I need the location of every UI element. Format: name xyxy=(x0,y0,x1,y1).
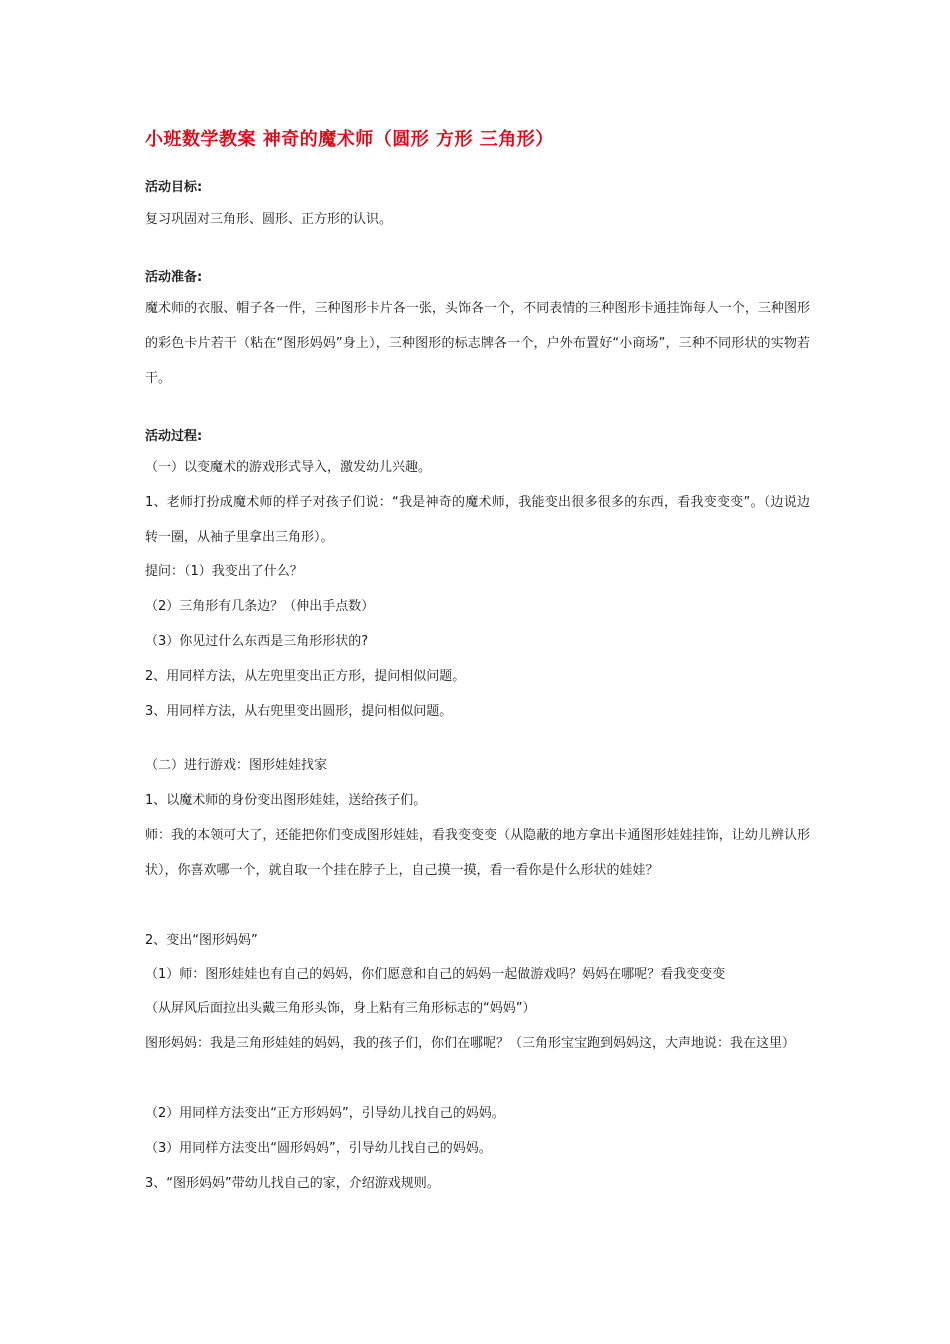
process-line-12: （1）师：图形娃娃也有自己的妈妈，你们愿意和自己的妈妈一起做游戏吗？妈妈在哪呢？看我变变变 xyxy=(145,967,726,982)
goal-heading: 活动目标: xyxy=(145,180,203,195)
process-line-2: 1、老师打扮成魔术师的样子对孩子们说：“我是神奇的魔术师，我能变出很多很多的东西，看我变变变”。（边说边转一圈，从袖子里拿出三角形）。 xyxy=(145,495,810,545)
process-line-5: （3）你见过什么东西是三角形形状的? xyxy=(145,634,369,649)
prep-heading: 活动准备: xyxy=(145,270,203,285)
document-title: 小班数学教案 神奇的魔术师（圆形 方形 三角形） xyxy=(145,129,554,150)
goal-text: 复习巩固对三角形、圆形、正方形的认识。 xyxy=(145,212,393,227)
process-line-6: 2、用同样方法，从左兜里变出正方形，提问相似问题。 xyxy=(145,669,466,684)
process-line-15: （2）用同样方法变出“正方形妈妈”，引导幼儿找自己的妈妈。 xyxy=(145,1106,505,1121)
process-line-13: （从屏风后面拉出头戴三角形头饰，身上粘有三角形标志的“妈妈”） xyxy=(145,1001,536,1016)
process-line-11: 2、变出“图形妈妈” xyxy=(145,933,258,948)
prep-text: 魔术师的衣服、帽子各一件，三种图形卡片各一张，头饰各一个，不同表情的三种图形卡通挂饰每人一个，三种图形的彩色卡片若干（粘在“图形妈妈”身上），三种图形的标志牌各一个，户外布置好“小商场”，三种不同形状的实物若干。 xyxy=(145,301,810,386)
process-line-1: （一）以变魔术的游戏形式导入，激发幼儿兴趣。 xyxy=(145,460,432,475)
process-heading: 活动过程: xyxy=(145,429,203,444)
process-line-3: 提问：（1）我变出了什么？ xyxy=(145,564,303,579)
process-line-14: 图形妈妈：我是三角形娃娃的妈妈，我的孩子们，你们在哪呢？（三角形宝宝跑到妈妈这，大声地说：我在这里） xyxy=(145,1036,796,1051)
process-line-10: 师：我的本领可大了，还能把你们变成图形娃娃，看我变变变（从隐蔽的地方拿出卡通图形娃娃挂饰，让幼儿辨认形状），你喜欢哪一个，就自取一个挂在脖子上，自己摸一摸，看一看你是什么形状的娃娃？ xyxy=(145,828,810,878)
process-line-17: 3、“图形妈妈”带幼儿找自己的家，介绍游戏规则。 xyxy=(145,1176,440,1191)
process-line-9: 1、以魔术师的身份变出图形娃娃，送给孩子们。 xyxy=(145,793,427,808)
process-line-16: （3）用同样方法变出“圆形妈妈”，引导幼儿找自己的妈妈。 xyxy=(145,1141,492,1156)
process-line-7: 3、用同样方法，从右兜里变出圆形，提问相似问题。 xyxy=(145,704,453,719)
process-line-8: （二）进行游戏：图形娃娃找家 xyxy=(145,758,328,773)
process-line-4: （2）三角形有几条边？（伸出手点数） xyxy=(145,599,375,614)
